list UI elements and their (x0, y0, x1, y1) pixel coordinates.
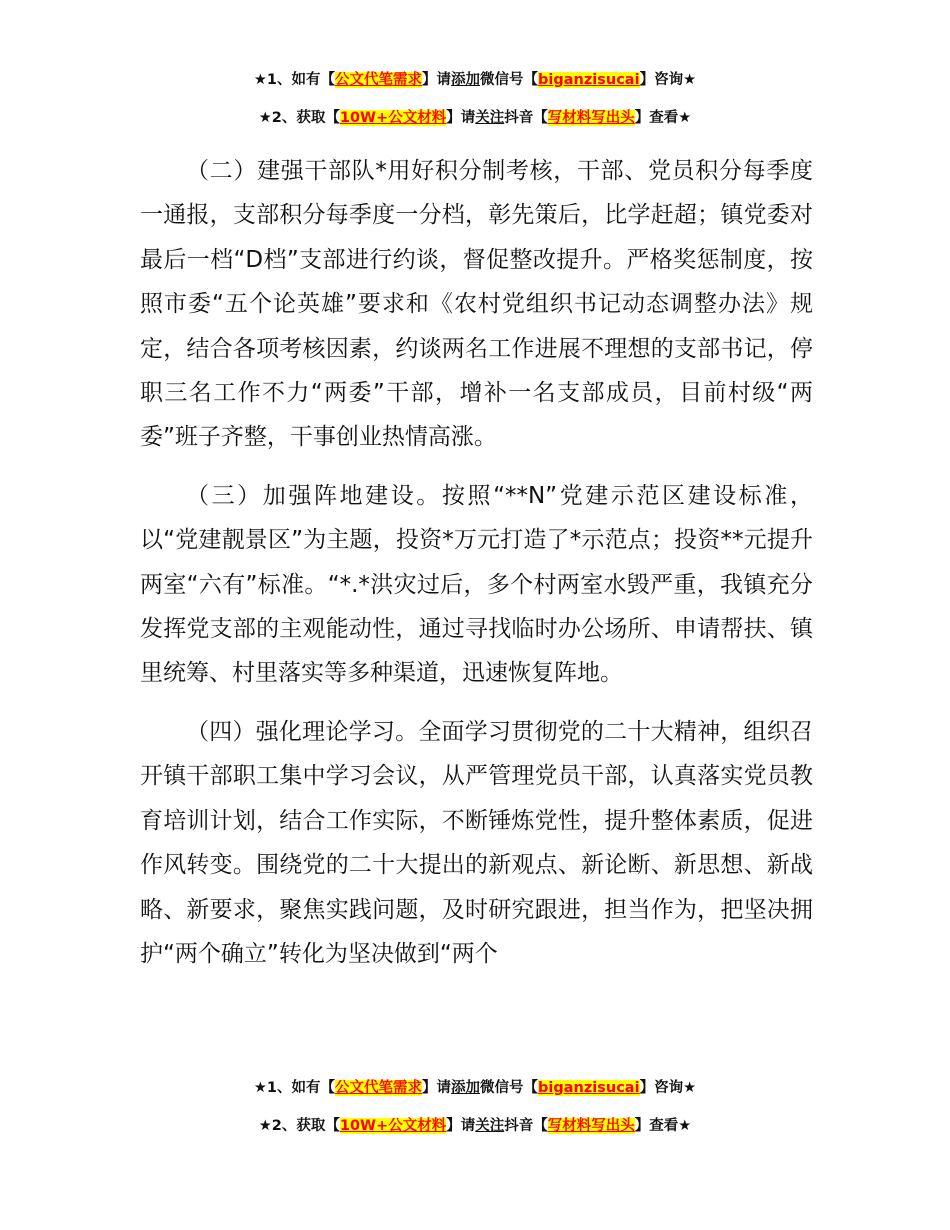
banner-text: 】请 (422, 1080, 452, 1096)
banner-text: 】查看★ (634, 1118, 692, 1134)
banner-underlined: 关注 (475, 110, 505, 126)
banner-highlight: 写材料写出头 (547, 1118, 635, 1134)
banner-text: 】查看★ (634, 110, 692, 126)
banner-highlight: 公文代笔需求 (335, 1080, 423, 1096)
banner-underlined: 添加 (451, 72, 481, 88)
banner-text: ★2、获取【 (258, 110, 340, 126)
banner-underlined: 关注 (475, 1118, 505, 1134)
banner-highlight: 10W+公文材料 (339, 110, 447, 126)
bottom-banner-line-1 (0, 1078, 950, 1098)
banner-highlight: 公文代笔需求 (335, 72, 423, 88)
banner-highlight: biganzisucai (538, 1080, 640, 1096)
banner-highlight: biganzisucai (538, 72, 640, 88)
banner-text: 】咨询★ (639, 72, 697, 88)
top-banner-line-2 (0, 108, 950, 128)
banner-text: 抖音【 (504, 110, 548, 126)
bottom-banner-line-2 (0, 1116, 950, 1136)
banner-highlight: 10W+公文材料 (339, 1118, 447, 1134)
banner-text: ★1、如有【 (253, 72, 336, 88)
paragraph-4: （四）强化理论学习。全面学习贯彻党的二十大精神，组织召开镇干部职工集中学习会议，从严管理党员干部，认真落实党员教育培训计划，结合工作实际，不断锤炼党性，提升整体素质，促进作风转变。围绕党的二十大提出的新观点、新论断、新思想、新战略、新要求，聚焦实践问题，及时研究跟进，担当作为，把坚决拥护“两个确立”转化为坚决做到“两个 (140, 718, 813, 967)
banner-text: ★2、获取【 (258, 1118, 340, 1134)
banner-text: 】请 (446, 110, 476, 126)
banner-text: 】请 (422, 72, 452, 88)
banner-text: 微信号【 (480, 1080, 539, 1096)
banner-text: 抖音【 (504, 1118, 548, 1134)
banner-text: ★1、如有【 (253, 1080, 336, 1096)
banner-text: 】咨询★ (639, 1080, 697, 1096)
banner-underlined: 添加 (451, 1080, 481, 1096)
banner-text: 微信号【 (480, 72, 539, 88)
banner-text: 】请 (446, 1118, 476, 1134)
banner-highlight: 写材料写出头 (547, 110, 635, 126)
paragraph-2: （二）建强干部队*用好积分制考核，干部、党员积分每季度一通报，支部积分每季度一分档，彰先策后，比学赶超；镇党委对最后一档“D档”支部进行约谈，督促整改提升。严格奖惩制度，按照市委“五个论英雄”要求和《农村党组织书记动态调整办法》规定，结合各项考核因素，约谈两名工作进展不理想的支部书记，停职三名工作不力“两委”干部，增补一名支部成员，目前村级“两委”班子齐整，干事创业热情高涨。 (140, 158, 813, 451)
paragraph-3: （三）加强阵地建设。按照“**N”党建示范区建设标准，以“党建靓景区”为主题，投资*万元打造了*示范点；投资**元提升两室“六有”标准。“*.*洪灾过后，多个村两室水毁严重，我镇充分发挥党支部的主观能动性，通过寻找临时办公场所、申请帮扶、镇里统筹、村里落实等多种渠道，迅速恢复阵地。 (140, 482, 813, 687)
document-body (140, 149, 813, 990)
top-banner-line-1 (0, 70, 950, 90)
